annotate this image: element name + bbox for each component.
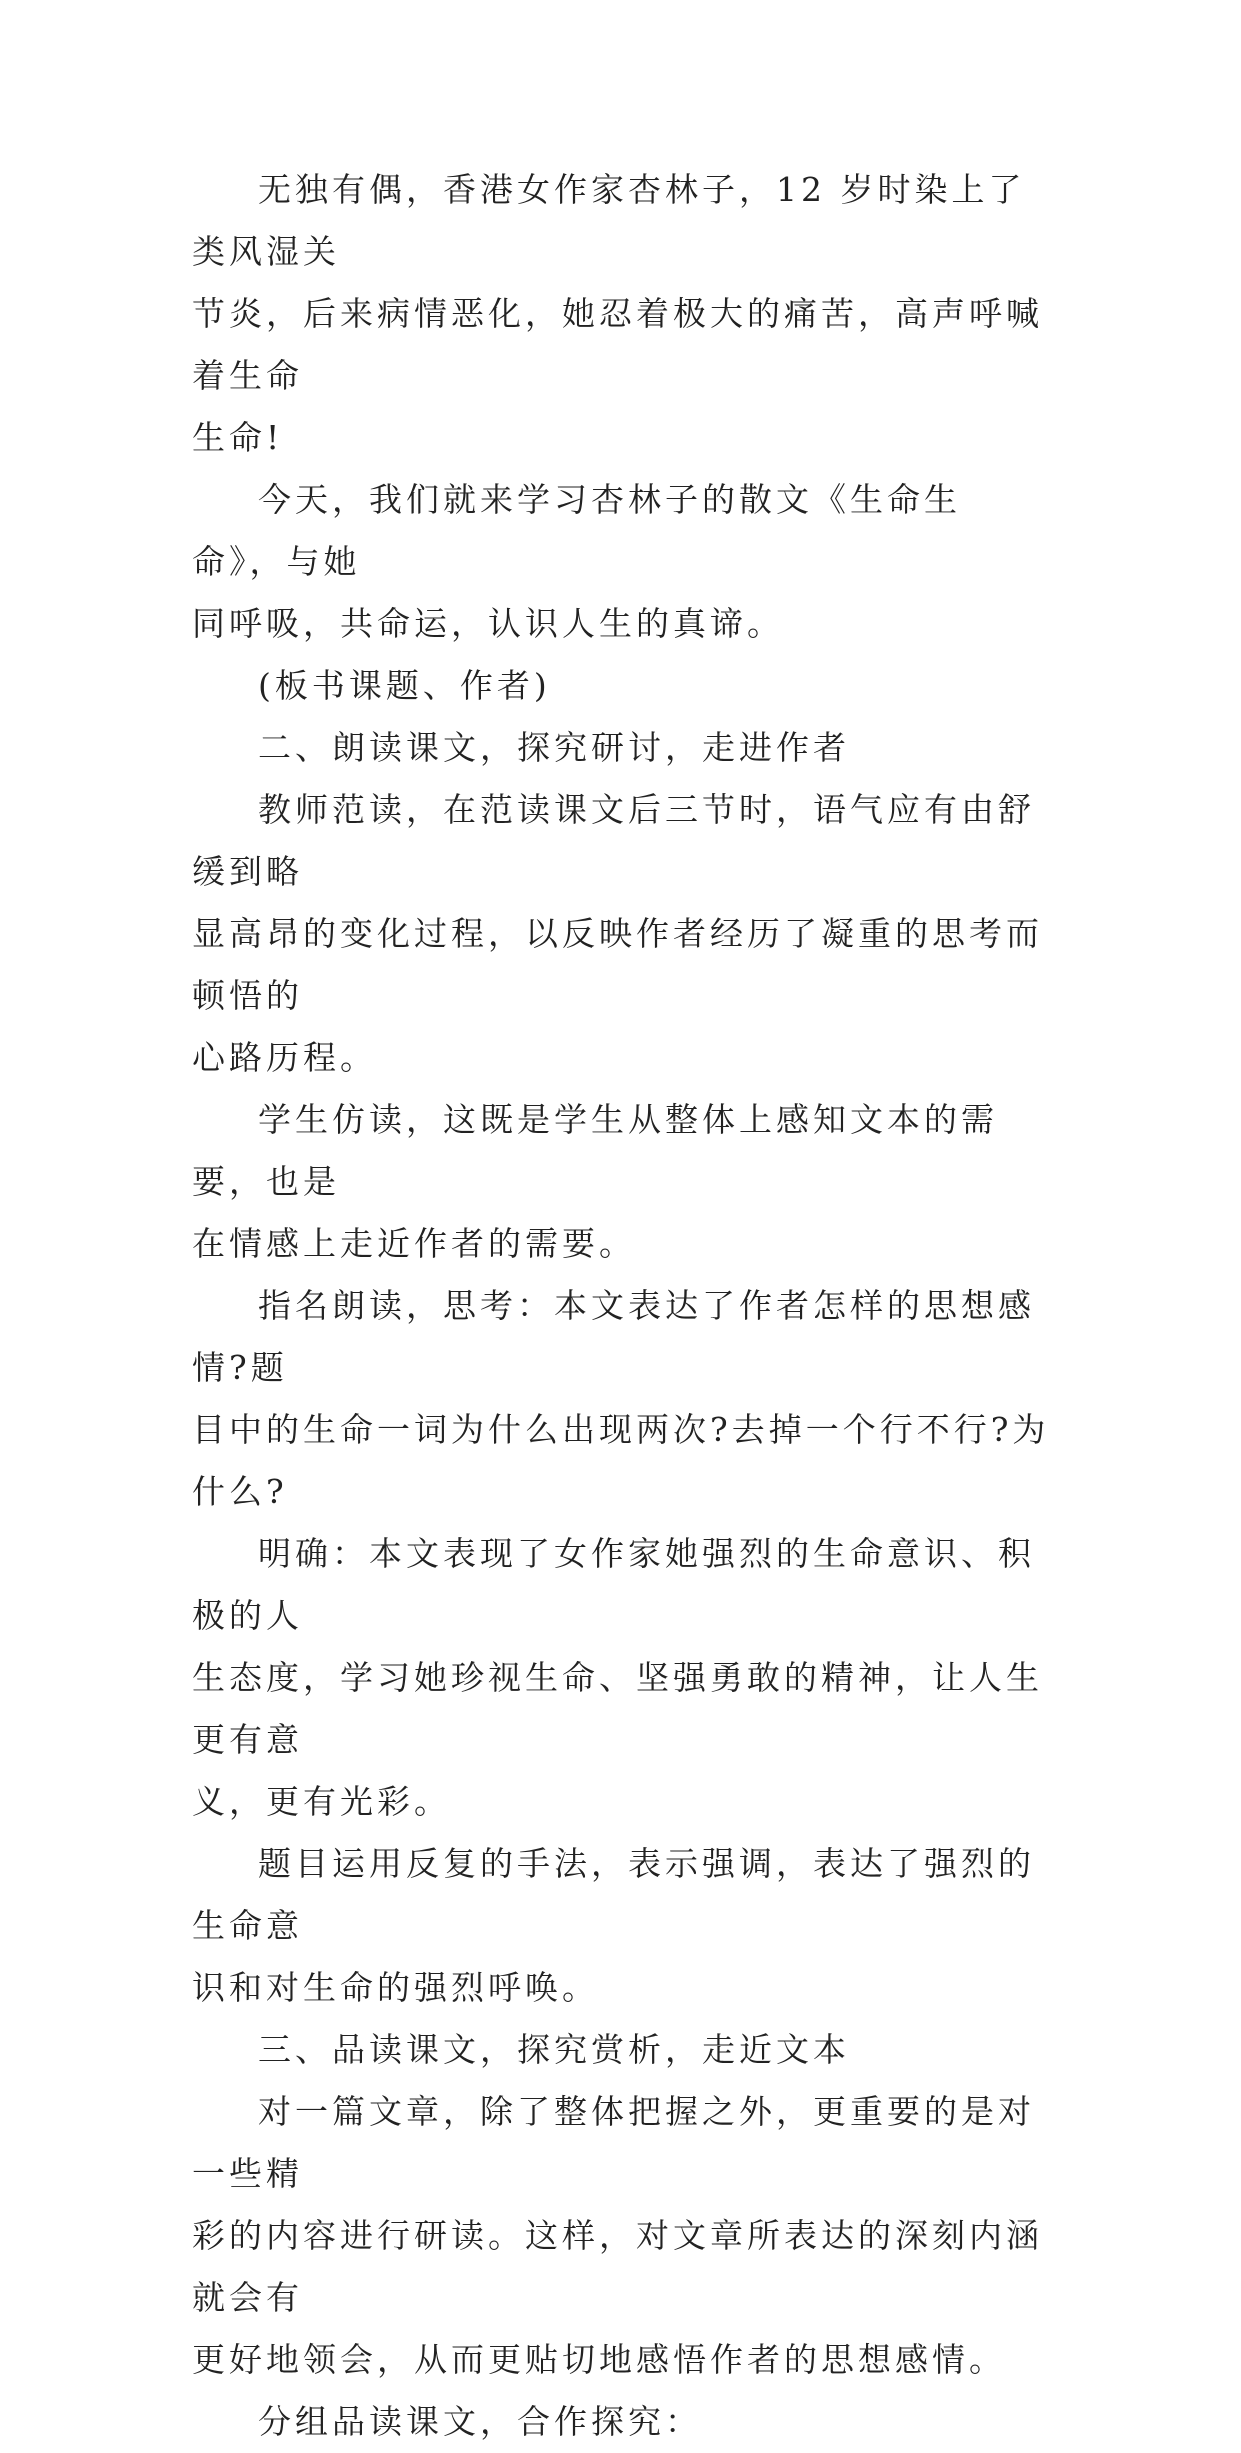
- paragraph-title-repetition: 题目运用反复的手法，表示强调，表达了强烈的生命意 识和对生命的强烈呼唤。: [192, 1844, 1035, 2007]
- paragraph-today-lesson: 今天，我们就来学习杏林子的散文《生命生命》，与她 同呼吸，共命运，认识人生的真谛。: [192, 480, 961, 643]
- paragraph-teacher-reading: 教师范读，在范读课文后三节时，语气应有由舒缓到略 显高昂的变化过程，以反映作者经历了凝重的思考而顿悟的 心路历程。: [192, 790, 1043, 1077]
- paragraph-intro-xinglinzi: 无独有偶，香港女作家杏林子，12 岁时染上了类风湿关 节炎，后来病情恶化，她忍着极大的痛苦，高声呼喊着生命 生命!: [192, 170, 1043, 457]
- paragraph-clarification: 明确：本文表现了女作家她强烈的生命意识、积极的人 生态度，学习她珍视生命、坚强勇敢的精神，让人生更有意 义，更有光彩。: [192, 1534, 1043, 1821]
- paragraph-questions: 指名朗读，思考：本文表达了作者怎样的思想感情?题 目中的生命一词为什么出现两次?去掉一个行不行?为什么?: [192, 1286, 1050, 1511]
- paragraph-board-note: (板书课题、作者): [258, 666, 551, 705]
- paragraph-close-reading-purpose: 对一篇文章，除了整体把握之外，更重要的是对一些精 彩的内容进行研读。这样，对文章所表达的深刻内涵就会有 更好地领会，从而更贴切地感悟作者的思想感情。: [192, 2092, 1043, 2379]
- section-heading-read-aloud: 二、朗读课文，探究研讨，走进作者: [258, 728, 850, 767]
- section-heading-close-reading: 三、品读课文，探究赏析，走近文本: [258, 2030, 850, 2069]
- paragraph-student-imitation: 学生仿读，这既是学生从整体上感知文本的需要，也是 在情感上走近作者的需要。: [192, 1100, 998, 1263]
- paragraph-group-reading: 分组品读课文，合作探究：: [258, 2402, 702, 2441]
- document-body: [192, 159, 1052, 2453]
